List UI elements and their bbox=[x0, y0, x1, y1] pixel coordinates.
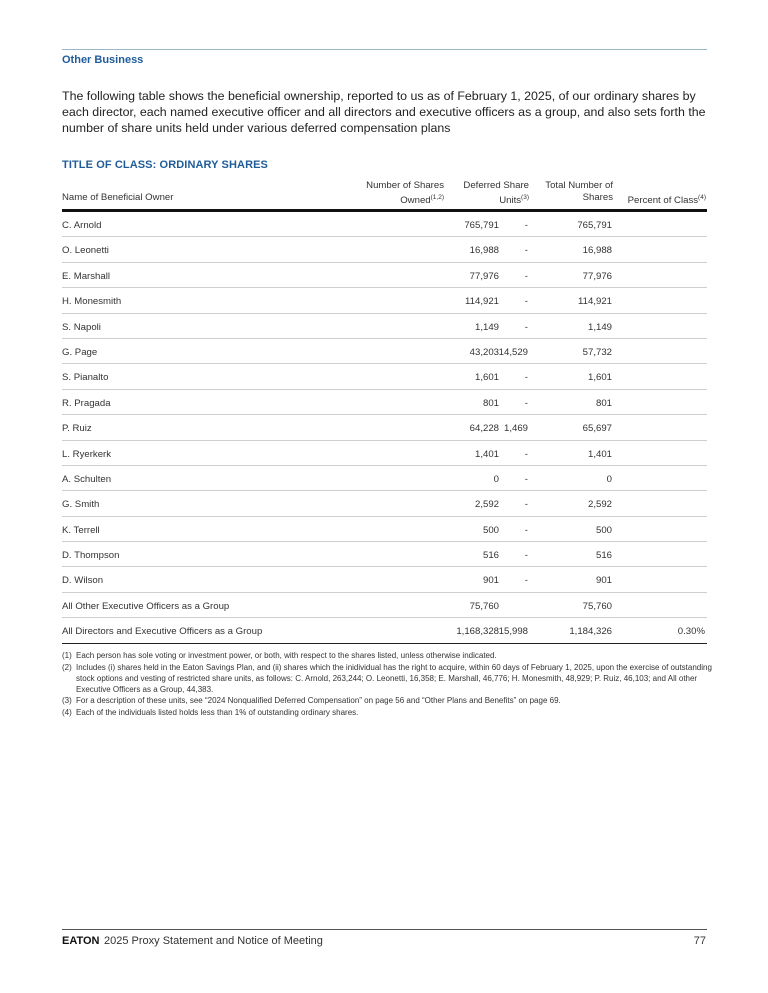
column-header-name bbox=[62, 192, 173, 204]
cell-shares-owned: 2,592 bbox=[474, 499, 499, 511]
cell-shares-owned: 0 bbox=[493, 473, 499, 485]
column-header-total-line1: Total Number of bbox=[545, 180, 613, 191]
table-row bbox=[62, 212, 707, 237]
footnote-number: (2) bbox=[62, 662, 72, 672]
column-header-percent-text: Percent of Class bbox=[627, 195, 699, 207]
cell-deferred-units: 15,998 bbox=[498, 626, 528, 638]
column-header-total-line2: Shares bbox=[582, 192, 613, 203]
cell-total-shares: 1,149 bbox=[587, 321, 612, 333]
footnote bbox=[62, 707, 712, 718]
column-header-owned-text: Owned bbox=[400, 195, 431, 207]
cell-shares-owned: 516 bbox=[482, 550, 499, 562]
cell-total-shares: 516 bbox=[595, 550, 612, 562]
cell-deferred-units: - bbox=[524, 448, 528, 460]
cell-deferred-units: - bbox=[524, 550, 528, 562]
table-row bbox=[62, 466, 707, 491]
cell-total-shares: 765,791 bbox=[577, 220, 612, 231]
column-header-owned-line2 bbox=[366, 192, 444, 207]
footnote-text: Each of the individuals listed holds less than 1% of outstanding ordinary shares. bbox=[76, 707, 359, 717]
cell-name: L. Ryerkerk bbox=[62, 448, 112, 460]
table-row bbox=[62, 441, 707, 466]
cell-total-shares: 500 bbox=[595, 524, 612, 536]
cell-percent-of-class: 0.30% bbox=[677, 626, 705, 638]
cell-shares-owned: 801 bbox=[482, 397, 499, 409]
cell-shares-owned: 1,168,328 bbox=[456, 626, 499, 638]
cell-total-shares: 1,601 bbox=[587, 372, 612, 384]
footnote-number: (4) bbox=[62, 707, 72, 717]
table-row bbox=[62, 542, 707, 567]
cell-deferred-units: - bbox=[524, 524, 528, 536]
table-row bbox=[62, 415, 707, 440]
footnote-ref-owned: (1,2) bbox=[430, 194, 444, 201]
column-header-owned-line1: Number of Shares bbox=[366, 180, 444, 191]
cell-shares-owned: 1,401 bbox=[474, 448, 499, 460]
table-row bbox=[62, 517, 707, 542]
column-header-units-text: Units bbox=[499, 195, 522, 207]
column-header-percent bbox=[628, 192, 706, 207]
intro-paragraph: The following table shows the beneficial ownership, reported to us as of February 1, 2025, of our ordinary shares by each director, each named executive officer and all directors and executive officers as a group, and also sets forth the number of share units held under various deferred compensation plans bbox=[62, 89, 706, 135]
table-row bbox=[62, 314, 707, 339]
cell-deferred-units: - bbox=[524, 270, 528, 282]
cell-shares-owned: 114,921 bbox=[465, 296, 499, 308]
footer-brand: EATON bbox=[62, 935, 100, 947]
column-header-name-text: Name of Beneficial Owner bbox=[62, 192, 174, 203]
table-row bbox=[62, 263, 707, 288]
cell-name: D. Wilson bbox=[62, 575, 104, 587]
cell-deferred-units: - bbox=[524, 575, 528, 587]
footnote-text: Includes (i) shares held in the Eaton Savings Plan, and (ii) shares which the inidividual has the right to acquire, within 60 days of February 1, 2025, upon the exercise of outstanding stock options and vesting of restricted share units, as follows: C. Arnold, 263,244; O. Leonetti, 16,358; E. Marshall, 46,776; H. Monesmith, 48,929; P. Ruiz, 46,103; and All other Executive Officers as a Group, 44,383. bbox=[76, 662, 712, 694]
column-header-units-line2 bbox=[463, 192, 529, 207]
cell-name: E. Marshall bbox=[62, 270, 110, 282]
cell-shares-owned: 1,601 bbox=[474, 372, 499, 384]
footnote-ref-percent: (4) bbox=[698, 194, 706, 201]
cell-name: A. Schulten bbox=[62, 473, 112, 485]
cell-name: S. Napoli bbox=[62, 321, 101, 333]
cell-deferred-units: 14,529 bbox=[498, 346, 528, 358]
footnote-number: (1) bbox=[62, 651, 72, 660]
column-header-units bbox=[463, 180, 529, 207]
footer-divider bbox=[62, 929, 707, 930]
cell-deferred-units: - bbox=[524, 499, 528, 511]
top-divider bbox=[62, 49, 707, 50]
cell-name: P. Ruiz bbox=[62, 423, 92, 435]
table-row bbox=[62, 567, 707, 592]
cell-total-shares: 801 bbox=[595, 397, 612, 409]
page-number: 77 bbox=[693, 935, 706, 947]
cell-total-shares: 0 bbox=[606, 473, 612, 485]
cell-name: H. Monesmith bbox=[62, 296, 122, 308]
cell-total-shares: 901 bbox=[595, 575, 612, 587]
cell-total-shares: 2,592 bbox=[587, 499, 612, 511]
cell-deferred-units: - bbox=[524, 473, 528, 485]
table-row bbox=[62, 390, 707, 415]
cell-shares-owned: 43,203 bbox=[469, 346, 499, 358]
cell-total-shares: 114,921 bbox=[578, 296, 612, 308]
cell-shares-owned: 901 bbox=[482, 575, 499, 587]
table-row bbox=[62, 339, 707, 364]
cell-total-shares: 77,976 bbox=[582, 270, 612, 282]
cell-total-shares: 1,401 bbox=[587, 448, 612, 460]
table-row bbox=[62, 288, 707, 313]
cell-name: All Other Executive Officers as a Group bbox=[62, 600, 230, 612]
table-row bbox=[62, 237, 707, 262]
table-row bbox=[62, 364, 707, 389]
cell-deferred-units: - bbox=[524, 245, 528, 257]
footer-title: 2025 Proxy Statement and Notice of Meeting bbox=[104, 935, 323, 947]
cell-deferred-units: - bbox=[524, 372, 528, 384]
ownership-table bbox=[62, 212, 707, 644]
cell-name: G. Smith bbox=[62, 499, 100, 511]
footnote-text: Each person has sole voting or investment power, or both, with respect to the shares listed, unless otherwise indicated. bbox=[76, 651, 497, 660]
cell-shares-owned: 765,791 bbox=[464, 220, 499, 231]
table-row bbox=[62, 491, 707, 516]
cell-name: D. Thompson bbox=[62, 550, 120, 562]
cell-deferred-units: - bbox=[524, 321, 528, 333]
table-title: TITLE OF CLASS: ORDINARY SHARES bbox=[62, 159, 268, 171]
footnote-number: (3) bbox=[62, 696, 72, 705]
cell-deferred-units: - bbox=[524, 397, 528, 409]
footnote-ref-units: (3) bbox=[521, 194, 529, 201]
cell-deferred-units: - bbox=[524, 296, 528, 308]
column-header-total bbox=[545, 180, 613, 204]
cell-shares-owned: 64,228 bbox=[469, 423, 499, 435]
cell-name: R. Pragada bbox=[62, 397, 111, 409]
column-header-owned bbox=[366, 180, 444, 207]
footnote bbox=[62, 695, 712, 706]
column-header-units-line1: Deferred Share bbox=[463, 180, 529, 191]
cell-shares-owned: 77,976 bbox=[469, 270, 499, 282]
cell-name: K. Terrell bbox=[62, 524, 100, 536]
cell-total-shares: 75,760 bbox=[582, 600, 612, 612]
cell-name: All Directors and Executive Officers as a Group bbox=[62, 626, 263, 638]
footnotes bbox=[62, 650, 712, 718]
cell-shares-owned: 1,149 bbox=[474, 321, 499, 333]
cell-name: S. Pianalto bbox=[62, 372, 109, 384]
cell-total-shares: 1,184,326 bbox=[569, 626, 612, 638]
footnote bbox=[62, 650, 712, 661]
table-row bbox=[62, 593, 707, 618]
section-label: Other Business bbox=[62, 54, 144, 66]
cell-shares-owned: 500 bbox=[482, 524, 499, 536]
cell-total-shares: 65,697 bbox=[582, 423, 612, 435]
cell-deferred-units: - bbox=[524, 220, 528, 231]
cell-total-shares: 16,988 bbox=[582, 245, 612, 257]
cell-deferred-units: 1,469 bbox=[503, 423, 528, 435]
cell-shares-owned: 16,988 bbox=[469, 245, 499, 257]
cell-name: G. Page bbox=[62, 346, 98, 358]
footnote bbox=[62, 662, 712, 695]
footnote-text: For a description of these units, see “2024 Nonqualified Deferred Compensation” on page 56 and “Other Plans and Benefits” on page 69. bbox=[76, 696, 561, 705]
cell-name: C. Arnold bbox=[62, 220, 102, 231]
cell-shares-owned: 75,760 bbox=[469, 600, 499, 612]
table-row bbox=[62, 618, 707, 643]
cell-name: O. Leonetti bbox=[62, 245, 109, 257]
cell-total-shares: 57,732 bbox=[582, 346, 612, 358]
